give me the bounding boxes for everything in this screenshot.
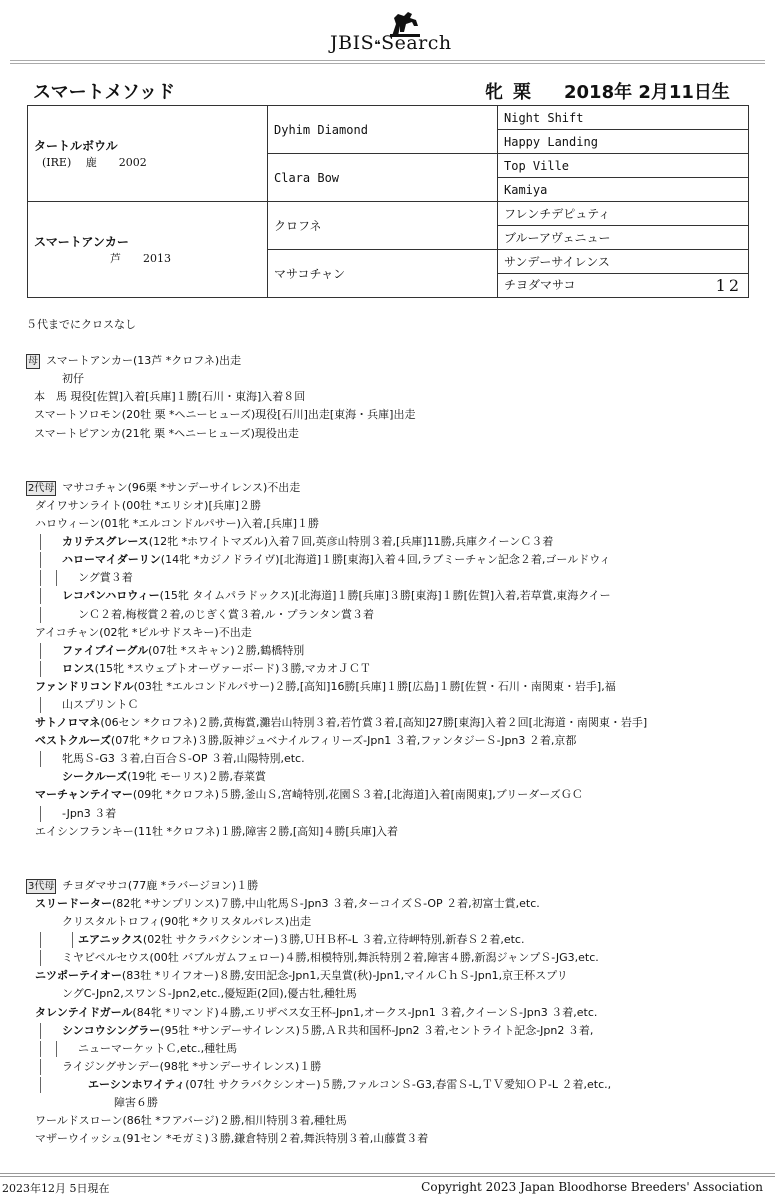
record-line: 初仔 bbox=[62, 372, 84, 386]
record-text: (19牝 モーリス)２勝,春菜賞 bbox=[127, 770, 267, 784]
record-text: (03牡 *エルコンドルパサー)２勝,[高知]16勝[兵庫]１勝[広島]１勝[佐賀・石川・南関東・岩手],福 bbox=[133, 679, 616, 693]
record-text: (06セン *クロフネ)２勝,黄梅賞,灘岩山特別３着,若竹賞３着,[高知]27勝[東海]入着２回[北海道・南関東・岩手] bbox=[100, 716, 648, 730]
record-text: (82牝 *サンプリンス)７勝,中山牝馬Ｓ-Jpn3 ３着,ターコイズＳ-OP ２着,初富士賞,etc. bbox=[112, 897, 540, 910]
record-text: (95牡 *サンデーサイレンス)５勝,ＡＲ共和国杯-Jpn2 ３着,セントライト記念-Jpn2 ３着, bbox=[160, 1023, 594, 1037]
family-record bbox=[26, 316, 756, 1148]
record-text: (07牝 *クロフネ)３勝,阪神ジュベナイルフィリーズ-Jpn1 ３着,ファンタジーＳ-Jpn3 ２着,京都 bbox=[110, 734, 577, 748]
dam-line: スマートアンカー(13芦 *クロフネ)出走 bbox=[46, 354, 242, 368]
sire-info: (IRE) 鹿 2002 bbox=[42, 156, 147, 169]
logo-text: JBIS❝Search bbox=[330, 32, 452, 54]
site-header bbox=[0, 0, 775, 70]
horse-sex-color: 牝栗 bbox=[485, 82, 541, 103]
copyright: Copyright 2023 Japan Bloodhorse Breeders' Association bbox=[421, 1180, 763, 1194]
cross-number: 12 bbox=[715, 276, 742, 295]
record-line: ハロウィーン(01牝 *エルコンドルパサー)入着,[兵庫]１勝 bbox=[35, 517, 320, 531]
record-text: ニューマーケットＣ,etc.,種牡馬 bbox=[78, 1041, 238, 1055]
as-of-date: 2023年12月 5日現在 bbox=[2, 1182, 110, 1195]
record-text: -Jpn3 ３着 bbox=[62, 806, 117, 820]
dam-cell[interactable] bbox=[28, 202, 268, 298]
horse-link[interactable]: マーチャンテイマー bbox=[35, 788, 133, 802]
dam-info: 芦 2013 bbox=[110, 252, 171, 265]
record-line: 本 馬 現役[佐賀]入着[兵庫]１勝[石川・東海]入着８回 bbox=[34, 390, 306, 404]
ancestor-name: チヨダマサコ bbox=[504, 278, 576, 292]
record-text: (12牝 *ホワイトマズル)入着７回,英彦山特別３着,[兵庫]11勝,兵庫クイーンＣ３着 bbox=[148, 535, 554, 549]
sire-dam-cell[interactable]: Clara Bow bbox=[268, 154, 498, 202]
horse-link[interactable]: ニツポーテイオー bbox=[35, 969, 122, 983]
record-line: ングC-Jpn2,スワンＳ-Jpn2,etc.,優短距(2回),優古牡,種牡馬 bbox=[62, 987, 357, 1001]
ancestor-cell[interactable]: ブルーアヴェニュー bbox=[498, 226, 749, 250]
sire-cell[interactable] bbox=[28, 106, 268, 202]
dam-sire-cell[interactable]: クロフネ bbox=[268, 202, 498, 250]
record-line: マザーウイッシュ(91セン *モガミ)３勝,鎌倉特別２着,舞浜特別３着,山藤賞３着 bbox=[35, 1132, 429, 1146]
horse-link[interactable]: ハローマイダーリン bbox=[62, 553, 161, 567]
gen3-label: 3代母 bbox=[28, 880, 55, 892]
horse-link[interactable]: ファイブイーグル bbox=[62, 643, 149, 657]
horse-link[interactable]: エーシンホワイティ bbox=[88, 1077, 186, 1091]
horse-birthdate: 2018年 2月11日生 bbox=[564, 82, 730, 103]
horse-link[interactable]: スリードーター bbox=[35, 897, 112, 910]
record-text: ミヤビペルセウス(00牡 バブルガムフェロー)４勝,相模特別,舞浜特別２着,障害４勝,新潟ジャンプＳ-JG3,etc. bbox=[62, 951, 599, 965]
horse-name: スマートメソッド bbox=[33, 82, 176, 103]
record-text: ライジングサンデー(98牝 *サンデーサイレンス)１勝 bbox=[62, 1059, 322, 1073]
record-text: (07牡 サクラバクシンオー)５勝,ファルコンＳ-G3,春雷Ｓ-L,ＴＶ愛知ＯＰ-L ２着,etc., bbox=[185, 1077, 612, 1091]
record-text: ンＣ２着,梅桜賞２着,のじぎく賞３着,ル・プランタン賞３着 bbox=[78, 607, 375, 621]
ancestor-cell[interactable]: Top Ville bbox=[498, 154, 749, 178]
horse-link[interactable]: ロンス bbox=[62, 661, 95, 675]
horse-link[interactable]: サトノロマネ bbox=[35, 716, 101, 730]
ancestor-cell[interactable] bbox=[498, 274, 749, 298]
gen2-label: 2代母 bbox=[28, 482, 55, 494]
record-text: (09牝 *クロフネ)５勝,釜山Ｓ,宮崎特別,花園Ｓ３着,[北海道]入着[南関東],ブリーダーズＧＣ bbox=[132, 788, 583, 802]
horse-link[interactable]: シンコウシングラー bbox=[62, 1023, 161, 1037]
cross-note: ５代までにクロスなし bbox=[26, 318, 136, 331]
horse-link[interactable]: シークルーズ bbox=[62, 770, 128, 784]
record-text: (84牝 *リマンド)４勝,エリザベス女王杯-Jpn1,オークス-Jpn1 ３着,クイーンＳ-Jpn3 ３着,etc. bbox=[132, 1005, 598, 1019]
record-text: 山スプリントＣ bbox=[62, 697, 139, 711]
gen2-head: マサコチャン(96栗 *サンデーサイレンス)不出走 bbox=[62, 480, 301, 494]
record-line: ワールドスローン(86牡 *フアバージ)２勝,相川特別３着,種牡馬 bbox=[35, 1114, 347, 1128]
record-text: (83牡 *リイフオー)８勝,安田記念-Jpn1,天皇賞(秋)-Jpn1,マイルＣｈＳ-Jpn1,京王杯スプリ bbox=[121, 969, 568, 983]
horse-link[interactable]: レコパンハロウィー bbox=[62, 589, 160, 603]
record-line: スマートピアンカ(21牝 栗 *ヘニーヒューズ)現役出走 bbox=[34, 426, 299, 440]
dam-dam-cell[interactable]: マサコチャン bbox=[268, 250, 498, 298]
pedigree-table bbox=[27, 105, 749, 298]
ancestor-cell[interactable]: Night Shift bbox=[498, 106, 749, 130]
ancestor-cell[interactable]: Happy Landing bbox=[498, 130, 749, 154]
record-line: スマートソロモン(20牡 栗 *ヘニーヒューズ)現役[石川]出走[東海・兵庫]出走 bbox=[34, 408, 416, 422]
record-text: (07牡 *スキャン)２勝,鶴橋特別 bbox=[148, 643, 305, 657]
record-text: (02牡 サクラバクシンオー)３勝,ＵＨＢ杯-L ３着,立待岬特別,新春Ｓ２着,etc. bbox=[142, 933, 525, 947]
horse-link[interactable]: エアニックス bbox=[78, 933, 143, 947]
dam-name: スマートアンカー bbox=[34, 235, 129, 249]
record-text: 牝馬Ｓ-G3 ３着,白百合Ｓ-OP ３着,山陽特別,etc. bbox=[62, 752, 305, 766]
mother-label: 母 bbox=[28, 356, 38, 368]
horse-link[interactable]: タレンテイドガール bbox=[35, 1005, 133, 1019]
record-text: ング賞３着 bbox=[78, 571, 133, 585]
record-text: (15牝 *スウェプトオーヴァーボード)３勝,マカオＪＣＴ bbox=[94, 661, 371, 675]
gen3-head: チヨダマサコ(77鹿 *ラバージヨン)１勝 bbox=[62, 878, 259, 892]
ancestor-cell[interactable]: Kamiya bbox=[498, 178, 749, 202]
record-text: 障害６勝 bbox=[114, 1096, 158, 1110]
sire-sire-cell[interactable]: Dyhim Diamond bbox=[268, 106, 498, 154]
ancestor-cell[interactable]: フレンチデピュティ bbox=[498, 202, 749, 226]
sire-name: タートルボウル bbox=[34, 139, 118, 153]
horse-title-row bbox=[33, 78, 733, 104]
horse-link[interactable]: ベストクルーズ bbox=[35, 734, 111, 748]
record-text: (14牝 *カジノドライヴ)[北海道]１勝[東海]入着４回,ラブミーチャン記念２着,ゴールドウィ bbox=[160, 553, 611, 567]
record-text: (15牝 タイムパラドックス)[北海道]１勝[兵庫]３勝[東海]１勝[佐賀]入着,若草賞,東海クイー bbox=[159, 589, 611, 603]
ancestor-cell[interactable]: サンデーサイレンス bbox=[498, 250, 749, 274]
horse-link[interactable]: ファンドリコンドル bbox=[35, 679, 134, 693]
horse-link[interactable]: カリテスグレース bbox=[62, 535, 149, 549]
record-line: エイシンフランキー(11牡 *クロフネ)１勝,障害２勝,[高知]４勝[兵庫]入着 bbox=[35, 824, 399, 838]
record-line: ダイワサンライト(00牡 *エリシオ)[兵庫]２勝 bbox=[35, 498, 262, 512]
record-line: クリスタルトロフィ(90牝 *クリスタルパレス)出走 bbox=[62, 915, 312, 929]
jbis-search-logo[interactable] bbox=[330, 10, 460, 58]
record-line: アイコチャン(02牝 *ピルサドスキー)不出走 bbox=[35, 625, 252, 639]
